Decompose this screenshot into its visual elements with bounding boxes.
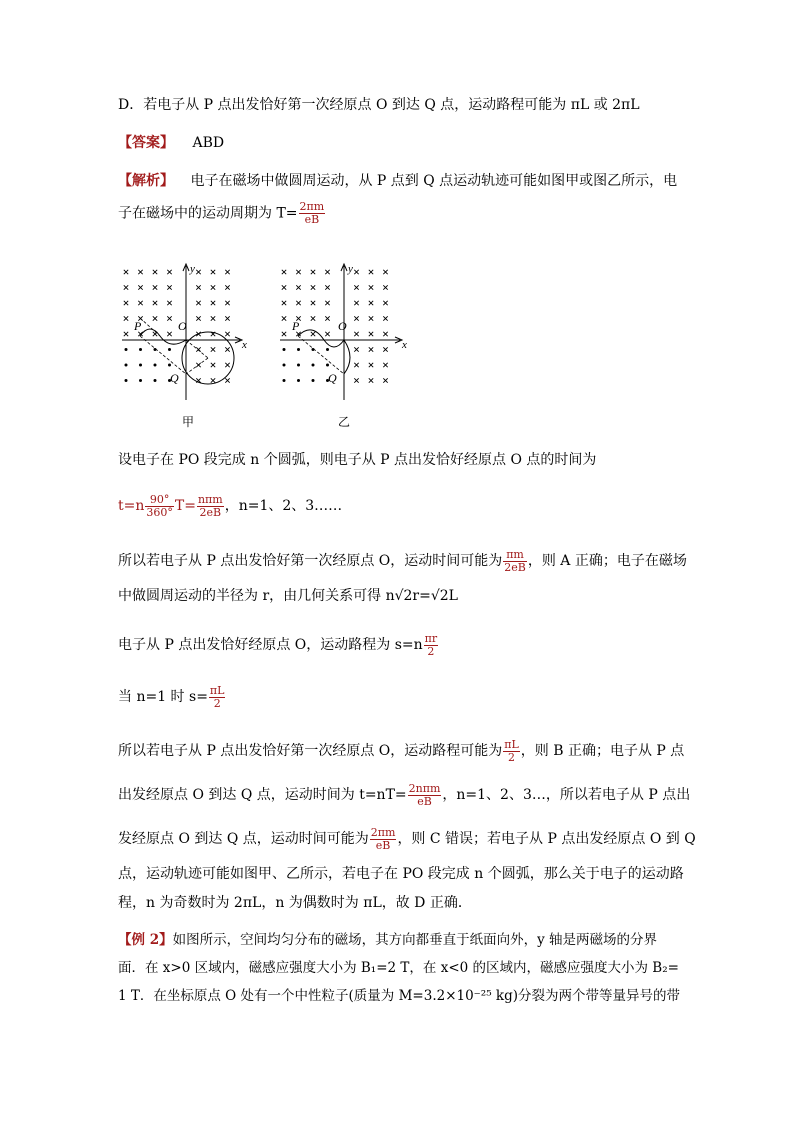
field-cross bbox=[354, 301, 358, 305]
field-dot bbox=[283, 348, 286, 351]
field-cross bbox=[383, 316, 387, 320]
field-cross bbox=[211, 363, 215, 367]
answer-label: 【答案】 bbox=[118, 135, 174, 151]
field-cross bbox=[354, 316, 358, 320]
field-dot bbox=[168, 364, 171, 367]
field-cross bbox=[383, 270, 387, 274]
field-dot bbox=[154, 364, 157, 367]
left-y-label: y bbox=[190, 263, 195, 275]
field-cross bbox=[225, 301, 229, 305]
field-cross bbox=[325, 285, 329, 289]
field-cross bbox=[383, 285, 387, 289]
field-cross bbox=[211, 347, 215, 351]
field-cross bbox=[325, 316, 329, 320]
example2-line2: 面．在 x>0 区域内，磁感应强度大小为 B₁=2 T，在 x<0 的区域内，磁感应强度大小为 B₂= bbox=[118, 960, 679, 976]
field-dot bbox=[297, 348, 300, 351]
para9: 点，运动轨迹可能如图甲、乙所示，若电子在 PO 段完成 n 个圆弧，那么关于电子的运动路 bbox=[118, 866, 684, 882]
para10: 程，n 为奇数时为 2πL，n 为偶数时为 πL，故 D 正确． bbox=[118, 895, 472, 911]
field-cross bbox=[211, 270, 215, 274]
analysis-line1: 【解析】 电子在磁场中做圆周运动，从 P 点到 Q 点运动轨迹可能如图甲或图乙所示，电 bbox=[118, 173, 678, 189]
field-cross bbox=[124, 332, 128, 336]
right-o-label: O bbox=[338, 319, 347, 333]
right-p-label: P bbox=[292, 319, 300, 333]
field-cross bbox=[325, 332, 329, 336]
field-cross bbox=[167, 332, 171, 336]
answer-value: ABD bbox=[192, 135, 225, 151]
option-d: D．若电子从 P 点出发恰好第一次经原点 O 到达 Q 点，运动路程可能为 πL 或 2πL bbox=[118, 97, 640, 113]
field-cross bbox=[369, 363, 373, 367]
field-cross bbox=[354, 285, 358, 289]
field-cross bbox=[167, 285, 171, 289]
right-y-label: y bbox=[348, 263, 353, 275]
field-dot bbox=[168, 348, 171, 351]
field-cross bbox=[369, 316, 373, 320]
field-cross bbox=[383, 378, 387, 382]
field-dot bbox=[312, 379, 315, 382]
field-cross bbox=[138, 285, 142, 289]
para7: 出发经原点 O 到达 Q 点，运动时间为 t=nT= $\frac{\text{2nπm}}{eB}$ ，n=1、2、3…，所以若电子从 P 点出 bbox=[118, 781, 691, 808]
field-cross bbox=[369, 285, 373, 289]
field-cross bbox=[369, 301, 373, 305]
field-cross bbox=[282, 270, 286, 274]
field-cross bbox=[153, 301, 157, 305]
field-cross bbox=[354, 270, 358, 274]
trajectory-figure bbox=[112, 258, 422, 433]
left-x-label: x bbox=[242, 339, 247, 351]
field-cross bbox=[383, 301, 387, 305]
field-dot bbox=[139, 364, 142, 367]
caption-jia: 甲 bbox=[182, 415, 195, 429]
field-dot bbox=[326, 348, 329, 351]
field-cross bbox=[354, 363, 358, 367]
field-cross bbox=[296, 301, 300, 305]
field-cross bbox=[325, 270, 329, 274]
answer-line bbox=[118, 133, 224, 153]
field-cross bbox=[311, 285, 315, 289]
field-dot bbox=[312, 364, 315, 367]
para8: 发经原点 O 到达 Q 点，运动时间可能为 $\frac{2\pi m}{eB}$ ，则 C 错误；若电子从 P 点出发经原点 O 到 Q bbox=[118, 825, 696, 852]
field-cross bbox=[138, 301, 142, 305]
field-cross bbox=[311, 301, 315, 305]
example2-line3: 1 T．在坐标原点 O 处有一个中性粒子(质量为 M=3.2×10⁻²⁵ kg)分裂为两个带等量异号的带 bbox=[118, 988, 681, 1004]
field-cross bbox=[369, 347, 373, 351]
field-cross bbox=[211, 378, 215, 382]
field-cross bbox=[369, 270, 373, 274]
field-cross bbox=[282, 301, 286, 305]
field-cross bbox=[167, 270, 171, 274]
field-cross bbox=[196, 270, 200, 274]
formula-time: t=n $\frac{90^\circ}{360^\circ}$ T= $\frac{\text{nπm}}{2eB}$ ，n=1、2、3…… bbox=[118, 492, 343, 519]
field-dot bbox=[125, 379, 128, 382]
field-cross bbox=[167, 316, 171, 320]
field-cross bbox=[282, 316, 286, 320]
field-dot bbox=[283, 379, 286, 382]
analysis-label: 【解析】 bbox=[118, 173, 174, 189]
field-cross bbox=[282, 332, 286, 336]
field-cross bbox=[196, 301, 200, 305]
field-dot bbox=[297, 379, 300, 382]
field-cross bbox=[124, 316, 128, 320]
field-cross bbox=[296, 270, 300, 274]
field-cross bbox=[354, 378, 358, 382]
para2: 所以若电子从 P 点出发恰好第一次经原点 O，运动时间可能为 $\frac{\pi m}{2eB}$ ，则 A 正确；电子在磁场 bbox=[118, 547, 687, 574]
field-cross bbox=[124, 270, 128, 274]
field-dot bbox=[125, 348, 128, 351]
field-cross bbox=[124, 285, 128, 289]
field-cross bbox=[211, 285, 215, 289]
field-cross bbox=[225, 378, 229, 382]
field-cross bbox=[138, 270, 142, 274]
field-cross bbox=[383, 347, 387, 351]
field-cross bbox=[369, 378, 373, 382]
field-cross bbox=[153, 316, 157, 320]
field-cross bbox=[225, 363, 229, 367]
field-cross bbox=[225, 285, 229, 289]
field-cross bbox=[124, 301, 128, 305]
field-cross bbox=[225, 270, 229, 274]
analysis-line2: 子在磁场中的运动周期为 T= $\frac{2\pi m}{eB}$ bbox=[118, 200, 325, 226]
field-cross bbox=[153, 270, 157, 274]
right-q-label: Q bbox=[328, 371, 337, 385]
field-dot bbox=[125, 364, 128, 367]
para1: 设电子在 PO 段完成 n 个圆弧，则电子从 P 点出发恰好经原点 O 点的时间为 bbox=[118, 452, 597, 468]
field-cross bbox=[383, 332, 387, 336]
field-cross bbox=[211, 316, 215, 320]
para6: 所以若电子从 P 点出发恰好第一次经原点 O，运动路程可能为 $\frac{\pi L}{2}$ ，则 B 正确；电子从 P 点 bbox=[118, 737, 685, 764]
field-cross bbox=[354, 347, 358, 351]
field-dot bbox=[283, 364, 286, 367]
period-fraction: $\frac{2\pi m}{eB}$ bbox=[299, 200, 325, 226]
right-x-label: x bbox=[402, 339, 407, 351]
field-cross bbox=[196, 316, 200, 320]
field-cross bbox=[354, 332, 358, 336]
field-cross bbox=[282, 285, 286, 289]
field-cross bbox=[225, 332, 229, 336]
field-dot bbox=[326, 364, 329, 367]
field-dot bbox=[154, 379, 157, 382]
left-q-label: Q bbox=[170, 371, 179, 385]
field-dot bbox=[139, 348, 142, 351]
field-cross bbox=[325, 301, 329, 305]
field-cross bbox=[225, 316, 229, 320]
field-cross bbox=[153, 285, 157, 289]
field-dot bbox=[139, 379, 142, 382]
field-cross bbox=[211, 301, 215, 305]
para4: 电子从 P 点出发恰好经原点 O，运动路程为 s=n $\frac{\pi r}{2}$ bbox=[118, 631, 438, 658]
caption-yi: 乙 bbox=[338, 415, 351, 429]
field-dot bbox=[297, 364, 300, 367]
para5: 当 n=1 时 s= $\frac{\pi L}{2}$ bbox=[118, 683, 225, 710]
left-p-label: P bbox=[134, 319, 142, 333]
left-o-label: O bbox=[178, 319, 187, 333]
field-cross bbox=[369, 332, 373, 336]
example2-line1: 【例 2】如图所示，空间均匀分布的磁场，其方向都垂直于纸面向外，y 轴是两磁场的分界 bbox=[118, 932, 658, 948]
para3: 中做圆周运动的半径为 r，由几何关系可得 n√2r=√2L bbox=[118, 588, 458, 604]
field-cross bbox=[225, 347, 229, 351]
field-cross bbox=[196, 285, 200, 289]
field-cross bbox=[383, 363, 387, 367]
field-cross bbox=[311, 332, 315, 336]
field-cross bbox=[167, 301, 171, 305]
field-cross bbox=[311, 316, 315, 320]
field-cross bbox=[296, 285, 300, 289]
field-cross bbox=[311, 270, 315, 274]
